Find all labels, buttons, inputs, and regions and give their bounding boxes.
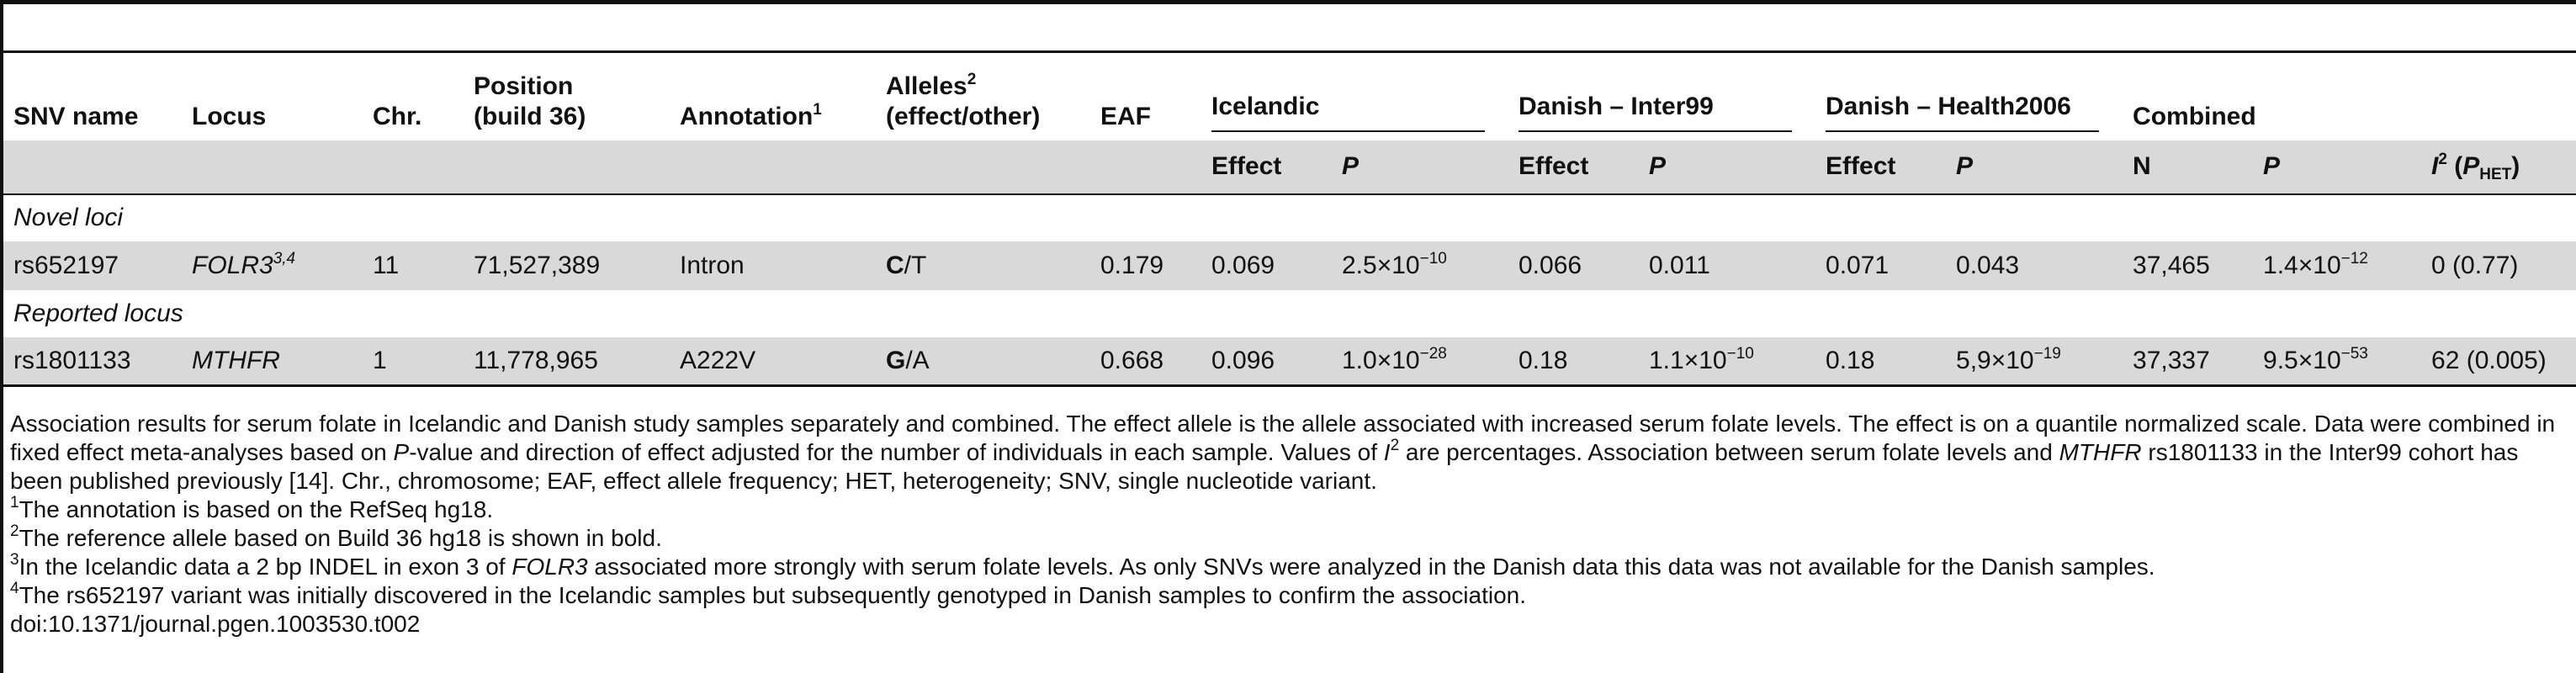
col-alleles: Alleles$^2$ (effect/other) [886, 70, 1041, 130]
col-annotation: Annotation$^1$ [680, 100, 822, 130]
header-row-1 [3, 52, 2576, 140]
section-row: Novel loci [13, 204, 124, 231]
table-row: rs1801133 MTHFR 1 11,778,965 A222V G/A 0.668 0.096 $1.0\times 10^{-28}$ 0.18 $1.1\times 10^{-10}$ 0.18 $5,9\times 10^{-19}$ 37,337 $9.5\times 10^{-53}$ 62 (0.005) [3, 337, 2576, 386]
table-caption: Association results for serum folate in Icelandic and Danish study samples separately and combined. The effect allele is the allele associated with increased serum folate levels. The effect is on a quantile normalized scale. Data were combined in fixed effect meta-analyses based on P-value and direction of effect adjusted for the number of individuals in each sample. Values of $I^2$ are percentages. Association between serum folate levels and MTHFR rs1801133 in the Inter99 cohort has been published previously [14]. Chr., chromosome; EAF, effect allele frequency; HET, heterogeneity; SNV, single nucleotide variant. [10, 411, 2556, 494]
sub-effect: Effect [1826, 152, 1896, 180]
doi: doi:10.1371/journal.pgen.1003530.t002 [10, 611, 421, 637]
header-row-2 [3, 140, 2576, 194]
group-danish-inter99: Danish – Inter99 [1508, 52, 1815, 140]
table-footnotes [10, 410, 2568, 639]
sub-p: P [2263, 152, 2281, 180]
group-icelandic: Icelandic [1201, 52, 1508, 140]
sub-p: P [1342, 152, 1360, 180]
col-eaf: EAF [1100, 102, 1151, 130]
sub-p: P [1649, 152, 1667, 180]
association-table [3, 50, 2576, 387]
col-locus: Locus [192, 102, 267, 130]
footnote-1: $^1$The annotation is based on the RefSeq hg18. [10, 494, 494, 522]
footnote-2: $^2$The reference allele based on Build 36 hg18 is shown in bold. [10, 522, 662, 551]
col-chr: Chr. [373, 102, 422, 130]
group-danish-health2006: Danish – Health2006 [1815, 52, 2123, 140]
footnote-3: $^3$In the Icelandic data a 2 bp INDEL in exon 3 of FOLR3 associated more strongly with serum folate levels. As only SNVs were analyzed in the Danish data this data was not available for the Danish samples. [10, 551, 2155, 580]
sub-p: P [1956, 152, 1974, 180]
sub-n: N [2133, 152, 2151, 180]
footnote-4: $^4$The rs652197 variant was initially discovered in the Icelandic samples but subsequently genotyped in Danish samples to confirm the association. [10, 580, 1527, 608]
table-row: rs652197 FOLR3$^{3,4}$ 11 71,527,389 Intron C/T 0.179 0.069 $2.5\times 10^{-10}$ 0.066 0.011 0.071 0.043 37,465 $1.4\times 10^{-12}$ 0 (0.77) [3, 241, 2576, 290]
section-row: Reported locus [13, 299, 183, 327]
sub-effect: Effect [1519, 152, 1589, 180]
sub-effect: Effect [1211, 152, 1282, 180]
col-position: Position (build 36) [474, 72, 586, 130]
group-combined: Combined [2133, 102, 2256, 130]
col-snv-name: SNV name [13, 102, 139, 130]
sub-i2: $I^2$ $(P_{HET})$ [2431, 151, 2520, 183]
top-border [0, 0, 2576, 4]
